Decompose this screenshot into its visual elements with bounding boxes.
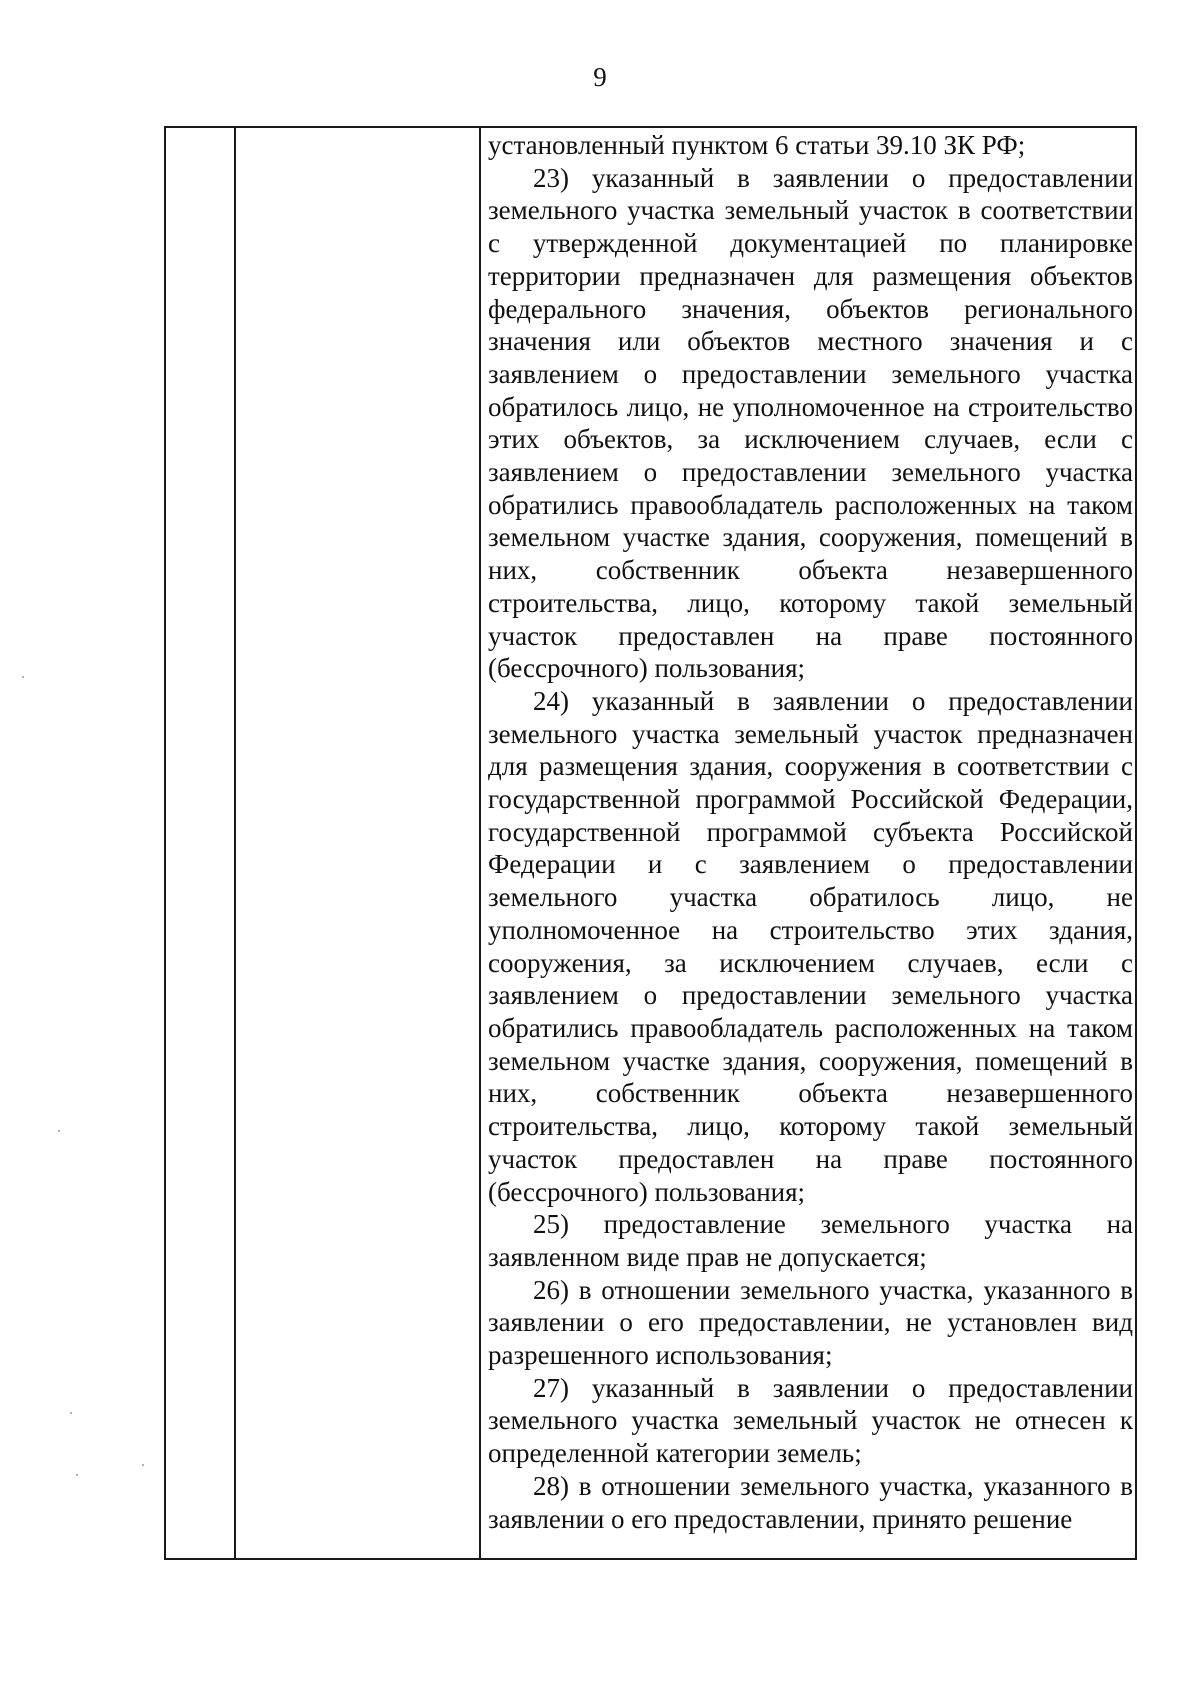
column-divider-2 (479, 128, 481, 1558)
scan-speck (22, 676, 24, 678)
list-item-24: 24) указанный в заявлении о предоставлении земельного участка земельный участок предназначен для размещения здания, сооружения в соответствии с государственной программой Российской Федерации, государственной программой субъекта Российской Федерации и с заявлением о предоставлении земельного участка обратилось лицо, не уполномоченное на строительство этих здания, сооружения, за исключением случаев, если с заявлением о предоставлении земельного участка обратились правообладатель расположенных на таком земельном участке здания, сооружения, помещений в них, собственник объекта незавершенного строительства, лицо, которому такой земельный участок предоставлен на праве постоянного (бессрочного) пользования; (488, 685, 1133, 1207)
table-cell-grounds-text (488, 129, 1133, 1535)
list-item-25: 25) предоставление земельного участка на заявленном виде прав не допускается; (488, 1209, 1133, 1272)
list-item-28: 28) в отношении земельного участка, указанного в заявлении о его предоставлении, принято решение (488, 1470, 1133, 1534)
list-item-26: 26) в отношении земельного участка, указанного в заявлении о его предоставлении, не установлен вид разрешенного использования; (488, 1274, 1133, 1371)
scan-speck (76, 1474, 78, 1476)
list-item-27: 27) указанный в заявлении о предоставлении земельного участка земельный участок не отнесен к определенной категории земель; (488, 1372, 1133, 1469)
requirements-table (164, 126, 1137, 1560)
column-divider-1 (234, 128, 236, 1558)
lead-line: установленный пунктом 6 статьи 39.10 ЗК РФ; (488, 130, 1026, 160)
page-number: 9 (593, 62, 607, 92)
list-item-23: 23) указанный в заявлении о предоставлении земельного участка земельный участок в соответствии с утвержденной документацией по планировке территории предназначен для размещения объектов федерального значения, объектов регионального значения или объектов местного значения и с заявлением о предоставлении земельного участка обратилось лицо, не уполномоченное на строительство этих объектов, за исключением случаев, если с заявлением о предоставлении земельного участка обратились правообладатель расположенных на таком земельном участке здания, сооружения, помещений в них, собственник объекта незавершенного строительства, лицо, которому такой земельный участок предоставлен на праве постоянного (бессрочного) пользования; (488, 162, 1133, 684)
scan-speck (142, 1464, 144, 1466)
scan-speck (58, 1130, 60, 1132)
scan-speck (70, 1412, 72, 1414)
